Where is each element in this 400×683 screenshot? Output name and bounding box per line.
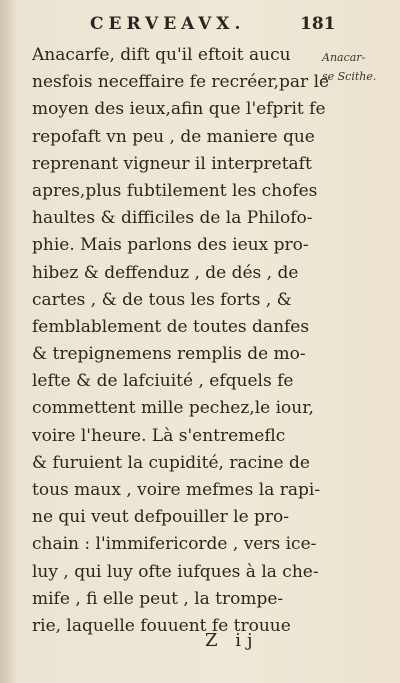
- text-line: commettent mille pechez,le iour,: [32, 398, 314, 419]
- text-line: chain : l'immifericorde , vers ice-: [32, 534, 317, 555]
- text-line: lefte & de lafciuité , efquels fe: [32, 371, 294, 392]
- running-head: CERVEAVX.: [90, 14, 246, 34]
- text-line: luy , qui luy ofte iufques à la che-: [32, 561, 319, 582]
- text-line: haultes & difficiles de la Philofo-: [32, 208, 313, 229]
- text-line: repofaft vn peu , de maniere que: [32, 126, 315, 147]
- text-line: moyen des ieux,afin que l'efprit fe: [32, 99, 326, 120]
- text-line: hibez & deffenduz , de dés , de: [32, 262, 299, 283]
- text-line: reprenant vigneur il interpretaft: [32, 153, 312, 174]
- text-line: tous maux , voire mefmes la rapi-: [32, 480, 321, 500]
- text-line: phie. Mais parlons des ieux pro-: [32, 235, 309, 256]
- signature-mark: Z ij: [205, 630, 259, 651]
- text-line: & trepignemens remplis de mo-: [32, 344, 306, 365]
- text-line: cartes , & de tous les forts , &: [32, 289, 292, 310]
- text-line: voire l'heure. Là s'entremeflc: [32, 425, 286, 446]
- page-header: [0, 14, 400, 38]
- text-line: ne qui veut defpouiller le pro-: [32, 507, 290, 528]
- text-line: nesfois neceffaire fe recréer,par le: [32, 72, 330, 93]
- text-line: mife , fi elle peut , la trompe-: [32, 588, 284, 609]
- page-gutter-shadow: [0, 0, 14, 683]
- text-line: apres,plus fubtilement les chofes: [32, 180, 318, 201]
- text-line: rie, laquelle fouuent fe trouue: [32, 615, 291, 636]
- marginal-note-line: se Scithe.: [322, 70, 377, 83]
- text-line: Anacarfe, dift qu'il eftoit aucu: [32, 45, 291, 65]
- page-number: 181: [300, 14, 336, 34]
- text-line: femblablement de toutes danfes: [32, 316, 310, 337]
- body-text: [32, 42, 332, 640]
- text-line: & furuient la cupidité, racine de: [32, 452, 310, 473]
- marginal-note-line: Anacar-: [322, 51, 366, 64]
- marginal-note: [322, 48, 400, 86]
